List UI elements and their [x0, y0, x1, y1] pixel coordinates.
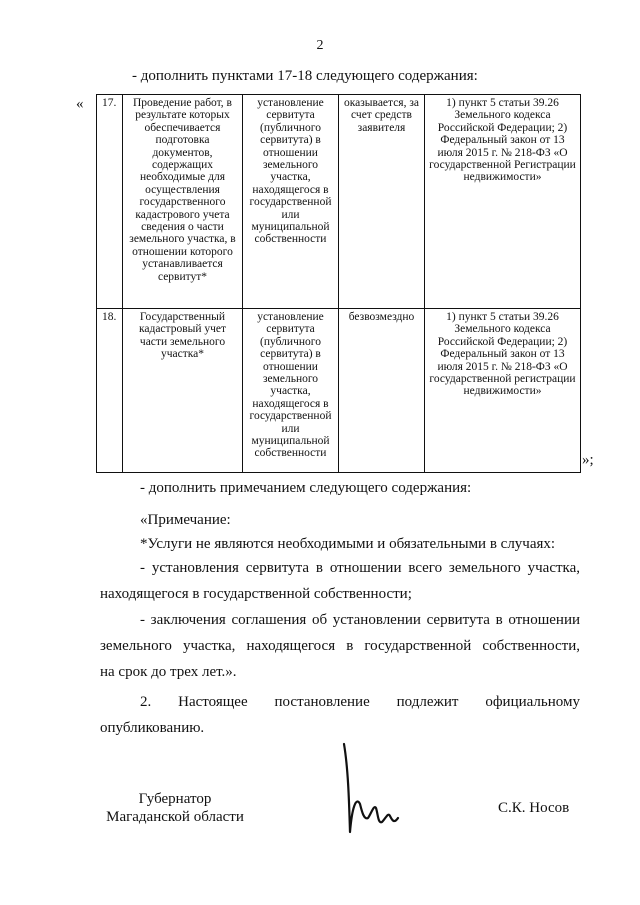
legal-basis-cell: 1) пункт 5 статьи 39.26 Земельного кодекса Российской Федерации; 2) Федеральный закон от 13 июля 2015 г. № 218-ФЗ «О государственной Регистрации недвижимости» [425, 95, 581, 309]
row-number: 17. [97, 95, 123, 309]
services-table [96, 94, 581, 473]
paragraph-2-line-1: 2. Настоящее постановление подлежит официальному [140, 694, 580, 710]
note-star: *Услуги не являются необходимыми и обязательными в случаях: [140, 536, 556, 552]
table-row [97, 95, 581, 309]
table-row [97, 309, 581, 473]
signatory-title [100, 790, 250, 826]
payment-cell: оказывается, за счет средств заявителя [339, 95, 425, 309]
open-quote: « [76, 96, 84, 112]
handwritten-signature [318, 738, 428, 838]
note-item-2-line-1: - заключения соглашения об установлении сервитута в отношении [140, 612, 580, 628]
paragraph-2-line-2: опубликованию. [100, 720, 205, 736]
note-intro: - дополнить примечанием следующего содержания: [140, 480, 472, 496]
purpose-cell: установление сервитута (публичного сервитута) в отношении земельного участка, находящегося в государственной или муниципальной собственности [243, 309, 339, 473]
signatory-title-line-1: Губернатор [138, 791, 212, 807]
legal-basis-cell: 1) пункт 5 статьи 39.26 Земельного кодекса Российской Федерации; 2) Федеральный закон от 13 июля 2015 г. № 218-ФЗ «О государственной регистрации недвижимости» [425, 309, 581, 473]
signatory-title-line-2: Магаданской области [106, 809, 244, 825]
close-quote: »; [582, 452, 594, 468]
note-item-2-line-2: земельного участка, находящегося в государственной собственности, [100, 638, 580, 654]
note-title: «Примечание: [140, 512, 231, 528]
page-number: 2 [316, 38, 324, 53]
row-number: 18. [97, 309, 123, 473]
note-item-1-line-1: - установления сервитута в отношении всего земельного участка, [140, 560, 580, 576]
service-name-cell: Государственный кадастровый учет части земельного участка* [123, 309, 243, 473]
note-item-2-line-3: на срок до трех лет.». [100, 664, 237, 680]
signatory-name: С.К. Носов [498, 800, 570, 816]
service-name-cell: Проведение работ, в результате которых обеспечивается подготовка документов, содержащих необходимые для осуществления государственного кадастрового учета сведения о части земельного участка, в отношении которого устанавливается сервитут* [123, 95, 243, 309]
note-item-1-line-2: находящегося в государственной собственности; [100, 586, 412, 602]
intro-line: - дополнить пунктами 17-18 следующего содержания: [132, 68, 478, 84]
purpose-cell: установление сервитута (публичного сервитута) в отношении земельного участка, находящегося в государственной или муниципальной собственности [243, 95, 339, 309]
payment-cell: безвозмездно [339, 309, 425, 473]
